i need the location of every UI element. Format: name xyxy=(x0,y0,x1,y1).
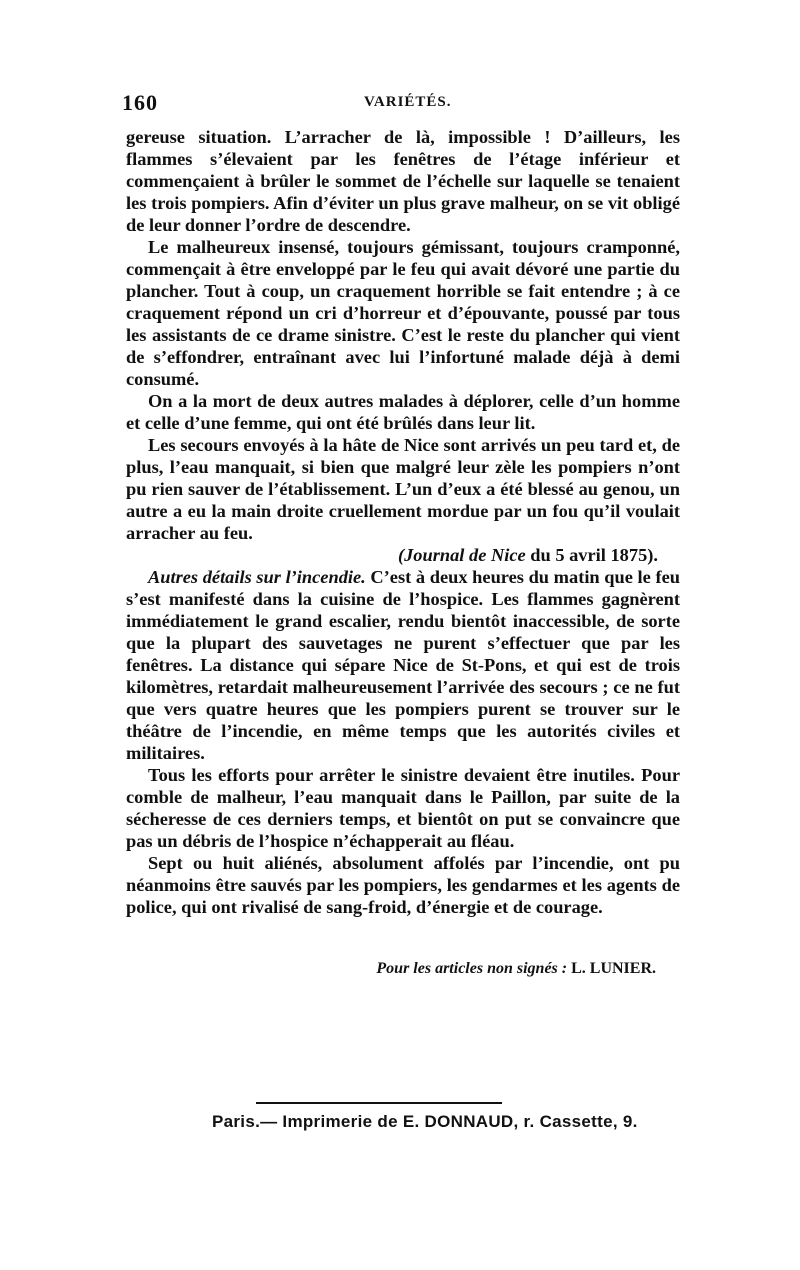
citation xyxy=(126,544,680,566)
footer-rule xyxy=(256,1102,502,1104)
running-head: VARIÉTÉS. xyxy=(364,94,452,110)
citation-journal: (Journal de Nice xyxy=(397,545,526,565)
signature xyxy=(126,960,680,978)
paragraph: On a la mort de deux autres malades à déplorer, celle d’un homme et celle d’une femme, qui ont été brûlés dans leur lit. xyxy=(126,391,680,433)
paragraph: Les secours envoyés à la hâte de Nice sont arrivés un peu tard et, de plus, l’eau manquait, si bien que malgré leur zèle les pompiers n’ont pu rien sauver de l’établissement. L’un d’eux a été blessé au genou, un autre a eu la main droite cruellement mordue par un fou qu’il voulait arracher au feu. xyxy=(126,435,680,543)
printer-imprint: Paris.— Imprimerie de E. DONNAUD, r. Cassette, 9. xyxy=(212,1112,638,1131)
citation-date: du 5 avril 1875). xyxy=(525,545,658,565)
details-paragraph xyxy=(126,566,680,764)
article-body xyxy=(126,126,680,918)
details-subhead: Autres détails sur l’incendie. xyxy=(148,567,366,587)
paragraph: Le malheureux insensé, toujours gémissant, toujours cramponné, commençait à être enveloppé par le feu qui avait dévoré une partie du plancher. Tout à coup, un craquement horrible se fait entendre ; à ce craquement répond un cri d’horreur et d’épouvante, poussé par tous les assistants de ce drame sinistre. C’est le reste du plancher qui vient de s’effondrer, entraînant avec lui l’infortuné malade déjà à demi consumé. xyxy=(126,237,680,389)
paragraph-continuation: gereuse situation. L’arracher de là, impossible ! D’ailleurs, les flammes s’élevaient par les fenêtres de l’étage inférieur et commençaient à brûler le sommet de l’échelle sur laquelle se tenaient les trois pompiers. Afin d’éviter un plus grave malheur, on se vit obligé de leur donner l’ordre de descendre. xyxy=(126,127,680,235)
signature-name: L. LUNIER. xyxy=(567,960,656,977)
details-text: C’est à deux heures du matin que le feu s’est manifesté dans la cuisine de l’hospice. Les flammes gagnèrent immédiatement le grand escalier, rendu bientôt inaccessible, de sorte que la plupart des sauvetages ne purent s’effectuer que par les fenêtres. La distance qui sépare Nice de St-Pons, et qui est de trois kilomètres, retardait malheureusement l’arrivée des secours ; ce ne fut que vers quatre heures que les pompiers purent se trouver sur le théâtre de l’incendie, en même temps que les autorités civiles et militaires. xyxy=(126,567,680,763)
signature-label: Pour les articles non signés : xyxy=(376,960,568,977)
page-number: 160 xyxy=(122,90,158,115)
paragraph: Tous les efforts pour arrêter le sinistre devaient être inutiles. Pour comble de malheur, l’eau manquait dans le Paillon, par suite de la sécheresse de ces derniers temps, et bientôt on put se convaincre que pas un débris de l’hospice n’échapperait au fléau. xyxy=(126,765,680,851)
page-header xyxy=(122,90,680,122)
paragraph: Sept ou huit aliénés, absolument affolés par l’incendie, ont pu néanmoins être sauvés par les pompiers, les gendarmes et les agents de police, qui ont rivalisé de sang-froid, d’énergie et de courage. xyxy=(126,853,680,917)
document-page xyxy=(122,90,680,978)
